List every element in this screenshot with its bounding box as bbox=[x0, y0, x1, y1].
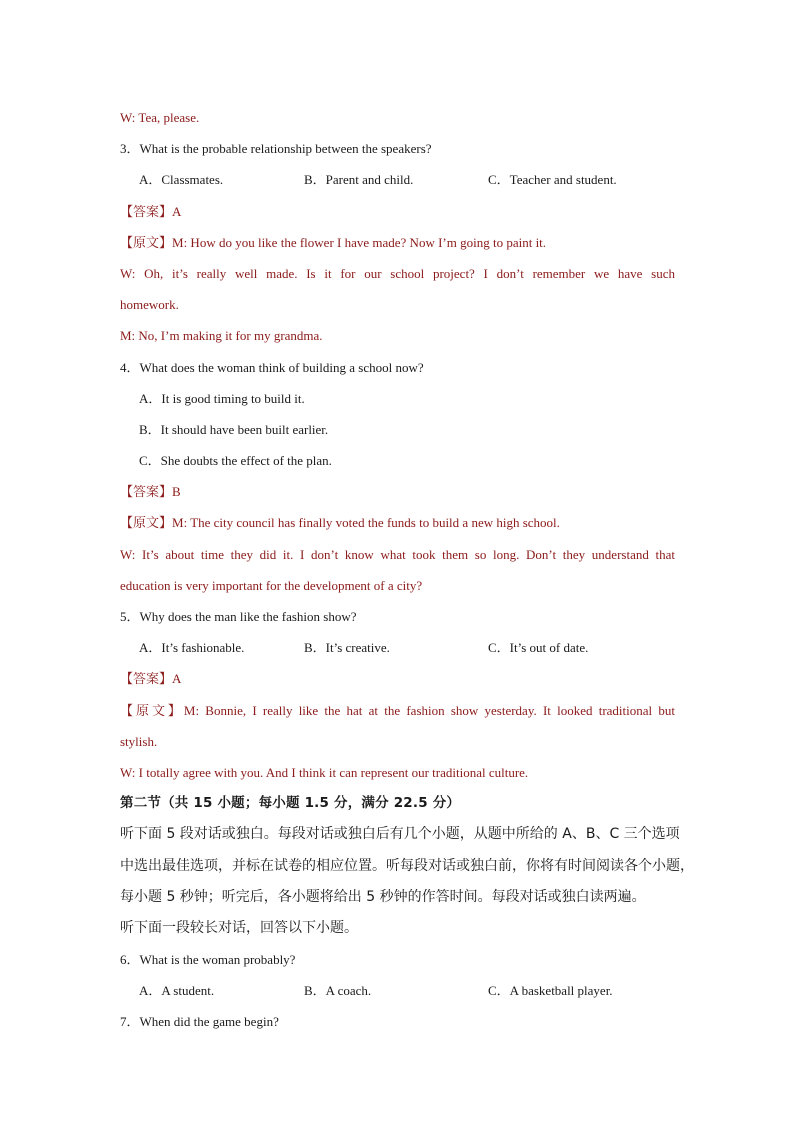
transcript-tag: 【原文】 bbox=[120, 703, 184, 719]
q5-answer bbox=[120, 663, 675, 694]
q4-option-c: C．She doubts the effect of the plan. bbox=[139, 453, 332, 469]
transcript-text: M: The city council has finally voted the funds to build a new high school. bbox=[172, 515, 560, 531]
q5-transcript-1a bbox=[120, 695, 675, 726]
question-3: 3．What is the probable relationship between the speakers? bbox=[120, 141, 432, 157]
q6-option-b: B．A coach. bbox=[304, 983, 372, 999]
q3-transcript-2a: W: Oh, it’s really well made. Is it for our school project? I don’t remember we have such bbox=[120, 265, 675, 281]
q4-option-a: A．It is good timing to build it. bbox=[139, 390, 305, 406]
q4-transcript-2a: W: It’s about time they did it. I don’t know what took them so long. Don’t they understand that bbox=[120, 546, 675, 562]
document-content bbox=[120, 102, 694, 1038]
q5-transcript-1b: stylish. bbox=[120, 733, 158, 749]
q4-transcript-2b: education is very important for the development of a city? bbox=[120, 577, 423, 593]
question-4: 4．What does the woman think of building a school now? bbox=[120, 359, 424, 375]
q3-option-c: C．Teacher and student. bbox=[488, 172, 617, 188]
question-6: 6．What is the woman probably? bbox=[120, 952, 296, 968]
q6-option-a: A．A student. bbox=[139, 983, 215, 999]
transcript-tag: 【原文】 bbox=[120, 235, 173, 251]
transcript-text: M: How do you like the flower I have made? Now I’m going to paint it. bbox=[172, 234, 547, 250]
q3-options bbox=[120, 164, 675, 195]
section-instruction-2: 中选出最佳选项，并标在试卷的相应位置。听每段对话或独白前，你将有时间阅读各个小题， bbox=[120, 857, 694, 874]
question-7: 7．When did the game begin? bbox=[120, 1014, 279, 1030]
answer-value: A bbox=[172, 203, 182, 219]
q5-option-a: A．It’s fashionable. bbox=[139, 640, 245, 656]
q3-option-a: A．Classmates. bbox=[139, 172, 224, 188]
answer-tag: 【答案】 bbox=[120, 672, 173, 688]
transcript-tag: 【原文】 bbox=[120, 516, 173, 532]
q3-answer bbox=[120, 196, 675, 227]
section-heading: 第二节（共 15 小题；每小题 1.5 分，满分 22.5 分） bbox=[120, 795, 461, 812]
answer-value: A bbox=[172, 671, 182, 687]
question-5: 5．Why does the man like the fashion show? bbox=[120, 609, 357, 624]
answer-value: B bbox=[172, 484, 181, 500]
q3-transcript-2b: homework. bbox=[120, 297, 179, 313]
q4-transcript-1 bbox=[120, 507, 675, 538]
transcript-text: M: Bonnie, I really like the hat at the fashion show yesterday. It looked traditional but bbox=[183, 702, 675, 718]
q6-option-c: C．A basketball player. bbox=[488, 983, 613, 999]
answer-tag: 【答案】 bbox=[120, 485, 173, 501]
q3-transcript-1 bbox=[120, 227, 675, 258]
q4-answer bbox=[120, 476, 675, 507]
q6-options bbox=[120, 975, 675, 1006]
answer-tag: 【答案】 bbox=[120, 204, 173, 220]
section-instruction-1: 听下面 5 段对话或独白。每段对话或独白后有几个小题，从题中所给的 A、B、C 三个选项 bbox=[120, 826, 680, 843]
q3-transcript-3: M: No, I’m making it for my grandma. bbox=[120, 328, 323, 344]
q5-option-c: C．It’s out of date. bbox=[488, 640, 589, 656]
q3-option-b: B．Parent and child. bbox=[304, 172, 414, 188]
section-instruction-4: 听下面一段较长对话，回答以下小题。 bbox=[120, 919, 358, 936]
section-instruction-3: 每小题 5 秒钟；听完后，各小题将给出 5 秒钟的作答时间。每段对话或独白读两遍。 bbox=[120, 888, 646, 905]
q4-option-b: B．It should have been built earlier. bbox=[139, 421, 329, 437]
q5-transcript-2: W: I totally agree with you. And I think it can represent our traditional culture. bbox=[120, 764, 529, 780]
transcript-line: W: Tea, please. bbox=[120, 110, 200, 125]
q5-option-b: B．It’s creative. bbox=[304, 640, 390, 656]
q5-options bbox=[120, 632, 675, 663]
